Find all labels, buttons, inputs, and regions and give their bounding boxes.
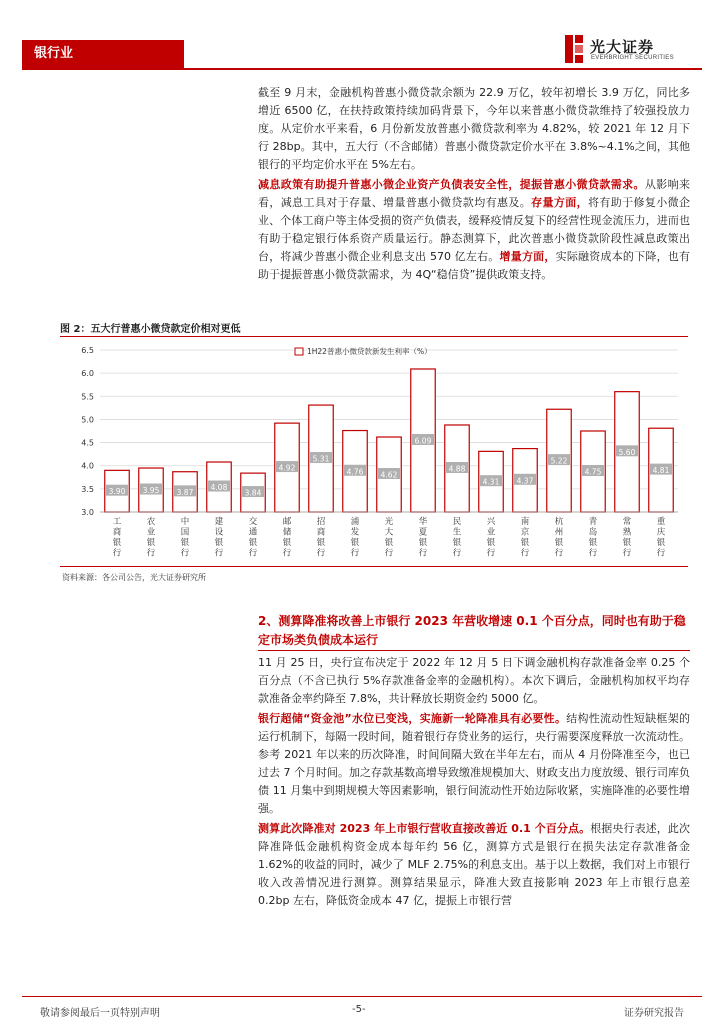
legend-label: 1H22普惠小微贷款新发生利率（%） bbox=[307, 347, 432, 356]
data-label: 3.87 bbox=[176, 487, 194, 497]
data-label: 4.08 bbox=[210, 483, 228, 493]
x-tick-label: 浦发银行 bbox=[350, 517, 360, 559]
x-tick-label: 青岛银行 bbox=[588, 517, 598, 559]
page-number: -5- bbox=[352, 1004, 366, 1015]
y-tick-label: 5.5 bbox=[81, 392, 94, 402]
figure-bottom-rule bbox=[60, 566, 688, 567]
section-2-title: 2、测算降准将改善上市银行 2023 年营收增速 0.1 个百分点，同时也有助于稳定市场类负债成本运行 bbox=[258, 614, 686, 647]
legend-swatch bbox=[295, 348, 303, 355]
x-tick-label: 中国银行 bbox=[180, 517, 190, 559]
brand-name-cn: 光大证券 bbox=[590, 38, 655, 56]
intro-paragraph-1 bbox=[258, 84, 690, 174]
data-label: 5.22 bbox=[550, 456, 568, 466]
header-rule bbox=[22, 68, 702, 70]
intro-p1-text: 截至 9 月末，金融机构普惠小微贷款余额为 22.9 万亿，较年初增长 3.9 万亿，同比多增近 6500 亿，在扶持政策持续加码背景下，今年以来普惠小微贷款维持了较强投放力度。从定价水平来看，6 月份新发放普惠小微贷款利率为 4.82%，较 2021 年 12 月下行 28bp。其中，五大行（不含邮储）普惠小微贷款定价水平在 3.8%~4.1%之间，其他银行的平均定价水平在 5%左右。 bbox=[258, 86, 690, 171]
data-label: 3.90 bbox=[108, 487, 126, 497]
section-2-paragraph-2 bbox=[258, 710, 690, 818]
footer-disclaimer: 敬请参阅最后一页特别声明 bbox=[40, 1008, 160, 1019]
chart-container bbox=[60, 340, 688, 565]
section-2-p1-text: 11 月 25 日，央行宣布决定于 2022 年 12 月 5 日下调金融机构存款准备金率 0.25 个百分点（不含已执行 5%存款准备金率的金融机构）。本次下调后，金融机构加权平均存款准备金率约降至 7.8%，共计释放长期资金约 5000 亿。 bbox=[258, 656, 690, 705]
data-label: 4.62 bbox=[380, 470, 398, 480]
x-tick-label: 兴业银行 bbox=[486, 517, 496, 559]
x-tick-label: 招商银行 bbox=[316, 517, 326, 559]
data-label: 6.09 bbox=[414, 436, 432, 446]
footer-rule bbox=[22, 996, 702, 997]
data-label: 4.75 bbox=[584, 467, 602, 477]
x-tick-label: 南京银行 bbox=[520, 517, 530, 559]
data-label: 4.31 bbox=[482, 477, 500, 487]
data-label: 4.76 bbox=[346, 467, 364, 477]
data-label: 5.31 bbox=[312, 454, 330, 464]
y-tick-label: 3.0 bbox=[81, 508, 94, 517]
y-tick-label: 4.5 bbox=[81, 438, 94, 448]
intro-p2-a: 从影响来看，减息工具对于存量、增量普惠小微贷款均有惠及。 bbox=[258, 178, 691, 209]
x-tick-label: 工商银行 bbox=[112, 517, 122, 559]
x-tick-label: 常熟银行 bbox=[622, 517, 632, 559]
section-2-p3-body: 根据央行表述，此次降准降低金融机构资金成本每年约 56 亿，测算方式是银行在损失法定存款准备金 1.62%的收益的同时，减少了 MLF 2.75%的利息支出。基于以上数据，我们对上市银行收入改善情况进行测算。测算结果显示，降准大致直接影响 2023 年上市银行息差 0.2bp 左右，降低资金成本 47 亿，提振上市银行营 bbox=[258, 822, 690, 907]
y-tick-label: 5.0 bbox=[81, 415, 94, 425]
section-2-p2-text bbox=[258, 710, 690, 818]
section-2-paragraph-1 bbox=[258, 654, 690, 708]
data-label: 4.37 bbox=[516, 476, 534, 486]
section-2-p2-lead: 银行超储“资金池”水位已变浅，实施新一轮降准具有必要性。 bbox=[258, 712, 567, 725]
x-tick-label: 民生银行 bbox=[452, 517, 462, 559]
intro-p2-b: 将有助于修复小微企业、个体工商户等主体受损的资产负债表，缓释疫情反复下的经营性现金流压力，进而也有助于稳定银行体系资产质量运行。静态测算下，此次普惠小微贷款阶段性减息政策出台，将减少普惠小微企业利息支出 570 亿左右。 bbox=[258, 196, 691, 263]
brand-logo bbox=[564, 34, 694, 66]
section-tag: 银行业 bbox=[22, 40, 184, 68]
data-label: 4.88 bbox=[448, 464, 466, 474]
data-label: 4.92 bbox=[278, 463, 296, 473]
data-label: 3.84 bbox=[244, 488, 262, 498]
section-2-p3-lead: 测算此次降准对 2023 年上市银行营收直接改善近 0.1 个百分点。 bbox=[258, 822, 591, 835]
section-2-p2-body: 结构性流动性短缺框架的运行机制下，每隔一段时间，随着银行存贷业务的运行，央行需要深度释放一次流动性。参考 2021 年以来的历次降准，时间间隔大致在半年左右，而从 4 月份降准至今，也已过去 7 个月时间。加之存款基数高增导致缴准规模加大、财政支出力度放缓、银行司库负债 11 月集中到期规模大等因素影响，银行间流动性开始边际收紧，实施降准的必要性增强。 bbox=[258, 712, 690, 815]
figure-source: 资料来源：各公司公告，光大证券研究所 bbox=[62, 573, 206, 582]
brand-logo-icon bbox=[564, 34, 584, 64]
figure-title: 图 2：五大行普惠小微贷款定价相对更低 bbox=[60, 324, 241, 335]
section-2-paragraph-3 bbox=[258, 820, 690, 910]
figure-top-rule bbox=[60, 336, 688, 337]
data-label: 3.95 bbox=[142, 486, 160, 496]
section-2-rule bbox=[258, 650, 690, 651]
section-2-p3-text bbox=[258, 820, 690, 910]
y-tick-label: 6.5 bbox=[81, 346, 94, 355]
footer-report-type: 证券研究报告 bbox=[624, 1008, 684, 1019]
data-label: 4.81 bbox=[652, 466, 670, 476]
data-label: 5.60 bbox=[618, 447, 636, 457]
x-tick-label: 杭州银行 bbox=[554, 517, 564, 559]
x-tick-label: 农业银行 bbox=[146, 517, 156, 559]
intro-p2-lead-stock: 存量方面， bbox=[531, 196, 588, 209]
bar-chart bbox=[60, 340, 688, 565]
y-tick-label: 3.5 bbox=[81, 484, 94, 494]
intro-p2-lead: 减息政策有助提升普惠小微企业资产负债表安全性，提振普惠小微贷款需求。 bbox=[258, 178, 645, 191]
x-tick-label: 建设银行 bbox=[214, 517, 224, 559]
intro-p2-lead-increment: 增量方面， bbox=[499, 250, 556, 263]
x-tick-label: 交通银行 bbox=[248, 517, 258, 559]
intro-paragraph-2 bbox=[258, 176, 690, 284]
x-tick-label: 邮储银行 bbox=[282, 517, 292, 559]
x-tick-label: 华夏银行 bbox=[418, 517, 428, 559]
intro-p2-c: 实际融资成本的下降，也有助于提振普惠小微贷款需求，为 4Q“稳信贷”提供政策支持。 bbox=[258, 250, 691, 281]
x-tick-label: 重庆银行 bbox=[656, 517, 666, 559]
y-tick-label: 6.0 bbox=[81, 369, 94, 379]
intro-p2-text bbox=[258, 176, 690, 284]
brand-name-en: EVERBRIGHT SECURITIES bbox=[591, 55, 674, 61]
y-tick-label: 4.0 bbox=[81, 461, 94, 471]
x-tick-label: 光大银行 bbox=[384, 517, 394, 559]
